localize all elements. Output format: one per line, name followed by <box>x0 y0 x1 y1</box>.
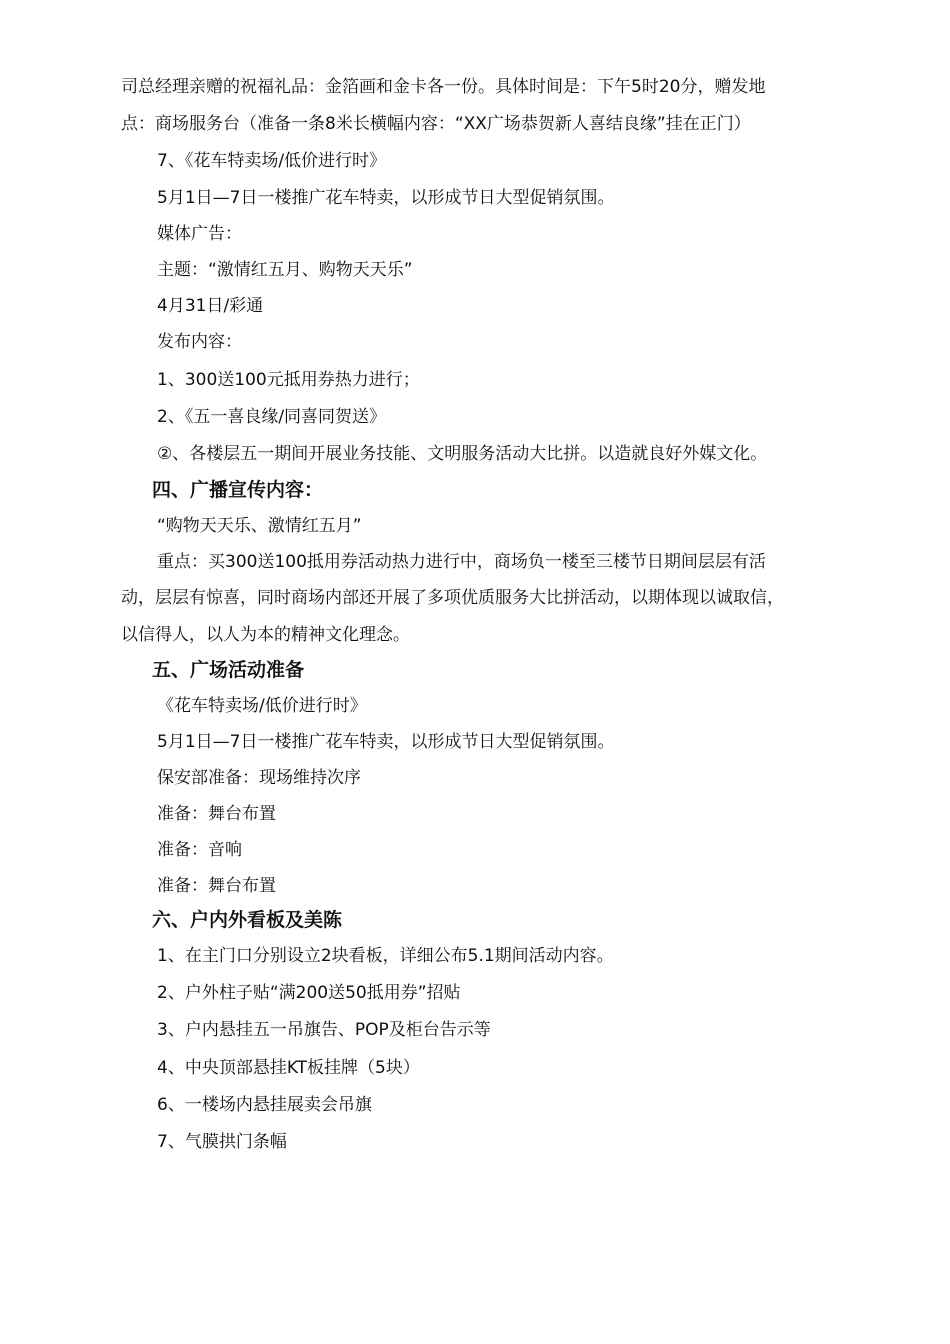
list-item: ②、各楼层五一期间开展业务技能、文明服务活动大比拼。以造就良好外媒文化。 <box>157 444 768 464</box>
list-item: 7、《花车特卖场/低价进行时》 <box>157 151 387 171</box>
list-item: 1、在主门口分别设立2块看板，详细公布5.1期间活动内容。 <box>157 946 614 966</box>
paragraph-line: 5月1日—7日一楼推广花车特卖，以形成节日大型促销氛围。 <box>157 732 615 752</box>
section-heading: 四、广播宣传内容： <box>152 479 324 501</box>
label-text: 媒体广告： <box>157 224 242 244</box>
paragraph-line: 保安部准备：现场维持次序 <box>157 768 361 788</box>
list-item: 6、一楼场内悬挂展卖会吊旗 <box>157 1095 372 1115</box>
list-item: 2、户外柱子贴“满200送50抵用券”招贴 <box>157 983 461 1003</box>
section-heading: 五、广场活动准备 <box>152 659 305 681</box>
paragraph-line: “购物天天乐、激情红五月” <box>157 516 362 536</box>
paragraph-line: 以信得人，以人为本的精神文化理念。 <box>121 625 410 645</box>
paragraph-line: 准备：舞台布置 <box>157 804 276 824</box>
paragraph-line: 《花车特卖场/低价进行时》 <box>157 696 367 716</box>
paragraph-line: 5月1日—7日一楼推广花车特卖，以形成节日大型促销氛围。 <box>157 188 615 208</box>
list-item: 1、300送100元抵用券热力进行； <box>157 370 420 390</box>
list-item: 3、户内悬挂五一吊旗告、POP及柜台告示等 <box>157 1020 491 1040</box>
paragraph-line: 准备：音响 <box>157 840 242 860</box>
paragraph-line: 准备：舞台布置 <box>157 876 276 896</box>
section-heading: 六、户内外看板及美陈 <box>152 909 343 931</box>
paragraph-line: 主题：“激情红五月、购物天天乐” <box>157 260 413 280</box>
paragraph-line: 4月31日/彩通 <box>157 296 264 316</box>
list-item: 2、《五一喜良缘/同喜同贺送》 <box>157 407 387 427</box>
paragraph-line: 动，层层有惊喜，同时商场内部还开展了多项优质服务大比拼活动，以期体现以诚取信， <box>121 588 784 608</box>
paragraph-line: 司总经理亲赠的祝福礼品：金箔画和金卡各一份。具体时间是：下午5时20分，赠发地 <box>121 77 766 97</box>
list-item: 4、中央顶部悬挂KT板挂牌（5块） <box>157 1058 420 1078</box>
label-text: 发布内容： <box>157 332 242 352</box>
paragraph-line: 点：商场服务台（准备一条8米长横幅内容：“XX广场恭贺新人喜结良缘”挂在正门） <box>121 114 751 134</box>
list-item: 7、气膜拱门条幅 <box>157 1132 287 1152</box>
paragraph-line: 重点：买300送100抵用券活动热力进行中，商场负一楼至三楼节日期间层层有活 <box>157 552 766 572</box>
